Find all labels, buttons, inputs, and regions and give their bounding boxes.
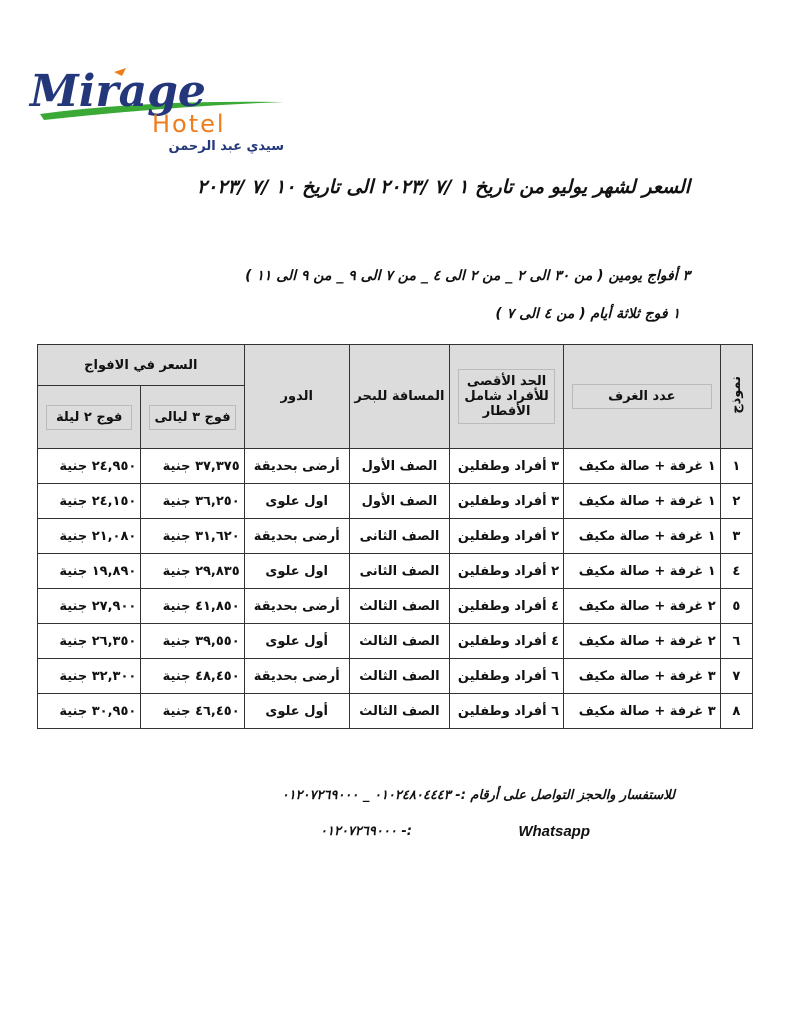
cell-max: ٤ أفراد وطفلين [450,589,564,624]
price-table [37,344,753,729]
cell-distance: الصف الثانى [349,519,449,554]
table-row [38,449,753,484]
whatsapp-number: :- ٠١٢٠٧٢٦٩٠٠٠ [320,824,412,839]
header-nights2-label: فوج ٢ ليلة [46,405,132,430]
cell-price-2-nights: ٢١,٠٨٠ جنية [38,519,141,554]
logo-location-text: سيدي عبد الرحمن [168,139,284,154]
header-nights3 [141,386,244,449]
header-nights3-label: فوج ٣ ليالى [149,405,235,430]
cell-max: ٣ أفراد وطفلين [450,449,564,484]
cell-model: ٤ [720,554,752,589]
header-model [720,345,752,449]
cell-model: ٢ [720,484,752,519]
logo-subtitle-text: Hotel [152,110,226,138]
cell-price-2-nights: ٢٦,٣٥٠ جنية [38,624,141,659]
cell-max: ٤ أفراد وطفلين [450,624,564,659]
cell-price-2-nights: ٢٧,٩٠٠ جنية [38,589,141,624]
cell-model: ٧ [720,659,752,694]
cell-floor: أرضى بحديقة [244,519,349,554]
mirage-hotel-logo [22,62,307,154]
cell-rooms: ١ غرفة + صالة مكيف [564,519,721,554]
cell-rooms: ١ غرفة + صالة مكيف [564,484,721,519]
table-row [38,484,753,519]
table-row [38,624,753,659]
table-row [38,519,753,554]
cell-rooms: ٢ غرفة + صالة مكيف [564,624,721,659]
cell-model: ٥ [720,589,752,624]
cell-price-2-nights: ٣٠,٩٥٠ جنية [38,694,141,729]
header-max [450,345,564,449]
cell-max: ٦ أفراد وطفلين [450,659,564,694]
cell-model: ٣ [720,519,752,554]
cell-price-2-nights: ٣٢,٣٠٠ جنية [38,659,141,694]
cell-rooms: ٣ غرفة + صالة مكيف [564,694,721,729]
page-title: السعر لشهر يوليو من تاريخ ١ /٧ /٢٠٢٣ الى تاريخ ١٠ /٧ /٢٠٢٣ [196,176,690,198]
cell-max: ٢ أفراد وطفلين [450,554,564,589]
table-row [38,694,753,729]
cell-model: ٨ [720,694,752,729]
cell-price-3-nights: ٤٨,٤٥٠ جنية [141,659,244,694]
logo-brand-text: Mirage [30,66,206,117]
header-floor-label: الدور [280,389,313,404]
header-rooms [564,345,721,449]
cell-price-3-nights: ٤١,٨٥٠ جنية [141,589,244,624]
cell-price-3-nights: ٣٧,٣٧٥ جنية [141,449,244,484]
header-distance-label: المسافة للبحر [354,389,445,404]
cell-price-2-nights: ٢٤,٩٥٠ جنية [38,449,141,484]
cell-rooms: ١ غرفة + صالة مكيف [564,449,721,484]
logo-graphic [22,62,307,154]
cell-price-2-nights: ١٩,٨٩٠ جنية [38,554,141,589]
header-price-group [38,345,245,386]
header-max-label: الحد الأقصى للأفراد شامل الأفطار [458,369,555,424]
cell-price-3-nights: ٣٦,٢٥٠ جنية [141,484,244,519]
cell-price-2-nights: ٢٤,١٥٠ جنية [38,484,141,519]
cell-price-3-nights: ٢٩,٨٣٥ جنية [141,554,244,589]
cell-distance: الصف الثالث [349,694,449,729]
cell-max: ٣ أفراد وطفلين [450,484,564,519]
table-row [38,554,753,589]
header-rooms-label: عدد الغرف [572,384,712,409]
groups-info: ٣ أفواج يومين ( من ٣٠ الى ٢ _ من ٢ الى ٤ _ من ٧ الى ٩ _ من ٩ الى ١١ ) [245,268,690,284]
cell-max: ٦ أفراد وطفلين [450,694,564,729]
cell-floor: اول علوى [244,484,349,519]
header-nights2 [38,386,141,449]
cell-floor: أرضى بحديقة [244,449,349,484]
cell-distance: الصف الأول [349,484,449,519]
cell-distance: الصف الثالث [349,589,449,624]
header-distance [349,345,449,449]
cell-distance: الصف الثالث [349,624,449,659]
cell-distance: الصف الأول [349,449,449,484]
cell-price-3-nights: ٤٦,٤٥٠ جنية [141,694,244,729]
table-row [38,659,753,694]
header-model-label: نموذج [728,375,744,414]
cell-price-3-nights: ٣٩,٥٥٠ جنية [141,624,244,659]
whatsapp-label: Whatsapp [518,823,590,840]
cell-floor: أرضى بحديقة [244,659,349,694]
cell-rooms: ١ غرفة + صالة مكيف [564,554,721,589]
cell-floor: أول علوى [244,694,349,729]
contact-line: للاستفسار والحجز التواصل على أرقام :- ٠١٠٢٤٨٠٤٤٤٣ _ ٠١٢٠٧٢٦٩٠٠٠ [281,788,675,803]
cell-rooms: ٢ غرفة + صالة مكيف [564,589,721,624]
header-floor [244,345,349,449]
cell-price-3-nights: ٣١,٦٢٠ جنية [141,519,244,554]
price-table-body [38,449,753,729]
cell-model: ١ [720,449,752,484]
cell-rooms: ٣ غرفة + صالة مكيف [564,659,721,694]
cell-distance: الصف الثالث [349,659,449,694]
cell-max: ٢ أفراد وطفلين [450,519,564,554]
cell-floor: أول علوى [244,624,349,659]
cell-model: ٦ [720,624,752,659]
table-row [38,589,753,624]
cell-floor: اول علوى [244,554,349,589]
cell-floor: أرضى بحديقة [244,589,349,624]
whatsapp-line [320,823,590,845]
header-price-group-label: السعر في الافواج [84,357,198,373]
cell-distance: الصف الثانى [349,554,449,589]
trip-info: ١ فوج ثلاثة أيام ( من ٤ الى ٧ ) [495,306,680,322]
